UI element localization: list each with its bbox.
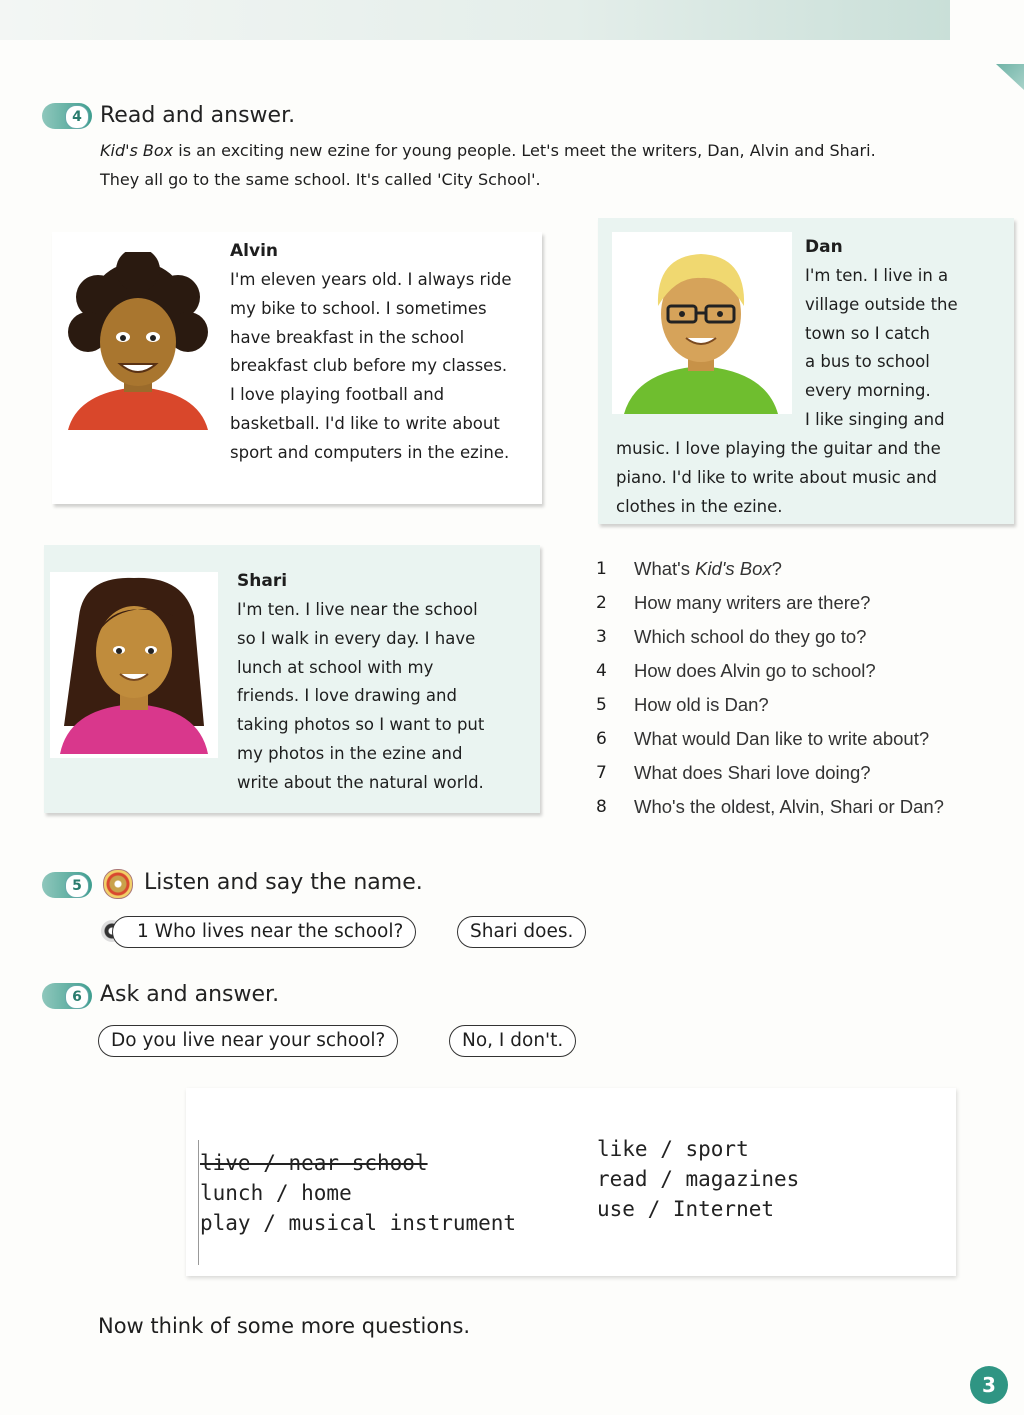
dan-portrait bbox=[616, 236, 786, 414]
dan-line: a bus to school bbox=[805, 352, 930, 372]
question-number: 1 bbox=[596, 559, 607, 579]
dan-line: I'm ten. I live in a bbox=[805, 266, 949, 285]
alvin-line: have breakfast in the school bbox=[230, 327, 465, 347]
shari-line: friends. I love drawing and bbox=[237, 686, 457, 706]
question-text: How many writers are there? bbox=[634, 592, 871, 613]
alvin-line: I love playing football and bbox=[230, 385, 445, 405]
shari-line: my photos in the ezine and bbox=[237, 743, 463, 763]
dan-line: town so I catch bbox=[805, 323, 930, 343]
question-text: How does Alvin go to school? bbox=[634, 660, 876, 681]
prompt-item: read / magazines bbox=[597, 1167, 800, 1191]
speech-bubble-answer: Shari does. bbox=[457, 916, 586, 948]
question-number: 2 bbox=[596, 593, 607, 613]
dan-name: Dan bbox=[805, 237, 843, 257]
question-item bbox=[596, 586, 1016, 620]
question-item bbox=[596, 722, 1016, 756]
question-item bbox=[596, 756, 1016, 790]
question-text: Which school do they go to? bbox=[634, 626, 867, 647]
corner-tab bbox=[996, 64, 1024, 90]
audio-cd-icon[interactable] bbox=[103, 869, 133, 899]
speech-bubble-question: Do you live near your school? bbox=[98, 1025, 398, 1057]
dan-line: village outside the bbox=[805, 294, 958, 314]
shari-line: lunch at school with my bbox=[237, 657, 434, 677]
shari-text bbox=[237, 596, 484, 798]
exercise-6-title: Ask and answer. bbox=[100, 982, 280, 1007]
shari-line: I'm ten. I live near the school bbox=[237, 600, 478, 619]
alvin-line: breakfast club before my classes. bbox=[230, 356, 508, 376]
shari-portrait bbox=[54, 576, 214, 754]
alvin-text bbox=[230, 266, 512, 468]
shari-name: Shari bbox=[237, 571, 288, 591]
top-decorative-band bbox=[0, 0, 950, 40]
prompts-left bbox=[200, 1148, 516, 1238]
alvin-line: sport and computers in the ezine. bbox=[230, 442, 510, 462]
question-item bbox=[596, 654, 1016, 688]
question-item bbox=[596, 552, 1016, 586]
question-number: 4 bbox=[596, 661, 607, 681]
intro-line-2: They all go to the same school. It's called 'City School'. bbox=[100, 170, 541, 189]
exercise-4-badge: 4 bbox=[42, 103, 92, 129]
prompt-item: like / sport bbox=[597, 1137, 749, 1161]
alvin-line: my bike to school. I sometimes bbox=[230, 298, 487, 318]
exercise-4-intro bbox=[100, 136, 970, 194]
exercise-5-title: Listen and say the name. bbox=[144, 870, 423, 895]
question-number: 8 bbox=[596, 797, 607, 817]
question-list bbox=[596, 552, 1016, 824]
question-text: What's Kid's Box? bbox=[634, 558, 782, 579]
speech-bubble-answer: No, I don't. bbox=[449, 1025, 576, 1057]
dan-line: clothes in the ezine. bbox=[616, 496, 783, 516]
shari-line: write about the natural world. bbox=[237, 772, 484, 792]
question-number: 6 bbox=[596, 729, 607, 749]
intro-italic: Kid's Box bbox=[100, 141, 174, 160]
dan-text-full bbox=[616, 435, 941, 521]
question-text: How old is Dan? bbox=[634, 694, 769, 715]
question-number: 5 bbox=[596, 695, 607, 715]
alvin-line: I'm eleven years old. I always ride bbox=[230, 270, 512, 289]
question-number: 3 bbox=[596, 627, 607, 647]
alvin-line: basketball. I'd like to write about bbox=[230, 413, 500, 433]
dan-line: I like singing and bbox=[805, 409, 945, 429]
question-number: 7 bbox=[596, 763, 607, 783]
alvin-portrait bbox=[58, 252, 218, 432]
exercise-4-title: Read and answer. bbox=[100, 103, 296, 128]
prompt-item-example: live / near school bbox=[200, 1151, 428, 1175]
page-number-badge: 3 bbox=[970, 1366, 1008, 1404]
question-item bbox=[596, 620, 1016, 654]
prompt-item: use / Internet bbox=[597, 1197, 775, 1221]
question-text: Who's the oldest, Alvin, Shari or Dan? bbox=[634, 796, 944, 817]
exercise-6-badge: 6 bbox=[42, 983, 92, 1009]
shari-line: so I walk in every day. I have bbox=[237, 628, 476, 648]
dan-line: piano. I'd like to write about music and bbox=[616, 467, 938, 487]
question-item bbox=[596, 688, 1016, 722]
speech-bubble-question: 1 Who lives near the school? bbox=[112, 916, 416, 948]
question-item bbox=[596, 790, 1016, 824]
prompt-item: lunch / home bbox=[200, 1181, 352, 1205]
question-text: What would Dan like to write about? bbox=[634, 728, 930, 749]
closing-instruction: Now think of some more questions. bbox=[98, 1314, 471, 1338]
dan-line: music. I love playing the guitar and the bbox=[616, 439, 941, 458]
alvin-name: Alvin bbox=[230, 241, 278, 261]
exercise-5-badge: 5 bbox=[42, 872, 92, 898]
shari-line: taking photos so I want to put bbox=[237, 715, 485, 735]
prompts-right bbox=[597, 1134, 799, 1224]
dan-line: every morning. bbox=[805, 381, 931, 401]
dan-text-right bbox=[805, 262, 958, 435]
intro-text: is an exciting new ezine for young people. Let's meet the writers, Dan, Alvin and Shari. bbox=[173, 141, 876, 160]
question-text: What does Shari love doing? bbox=[634, 762, 871, 783]
prompt-item: play / musical instrument bbox=[200, 1211, 517, 1235]
note-margin-line bbox=[198, 1140, 199, 1265]
